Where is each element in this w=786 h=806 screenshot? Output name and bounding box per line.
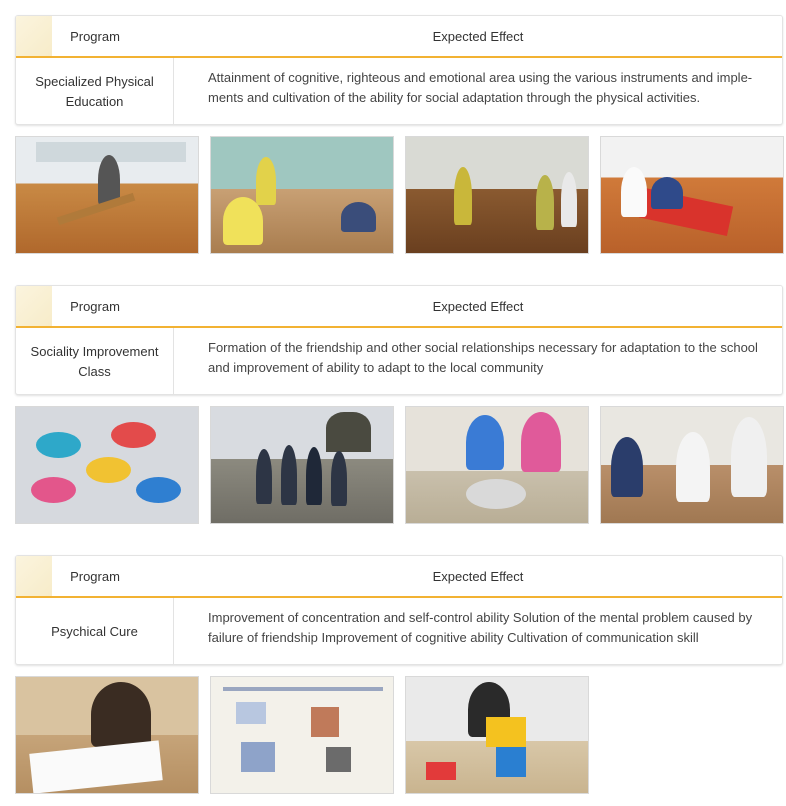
header-expected-effect: Expected Effect: [432, 298, 524, 314]
photo-gym-mats: [600, 136, 784, 254]
photo-gym-balls: [210, 136, 394, 254]
photo-baking-class: [405, 406, 589, 524]
program-name-line2: Class: [78, 364, 111, 379]
photo-row-sociality: [15, 406, 786, 524]
table-row: [16, 328, 782, 395]
header-expected-effect: Expected Effect: [432, 28, 524, 44]
photo-row-physical-education: [15, 136, 786, 254]
program-name: [16, 58, 174, 125]
table-header: [16, 556, 782, 598]
program-table-psychical-cure: [15, 555, 783, 665]
expected-effect-text: Formation of the friendship and other social relationships necessary for adaptation to the school and improvement of ability to adapt to the local community: [208, 340, 758, 375]
table-row: [16, 58, 782, 125]
expected-effect-text: Improvement of concentration and self-control ability Solution of the mental problem caused by failure of friendship Improvement of cognitive ability Cultivation of communication skill: [208, 610, 753, 645]
photo-drawing-sheet: [210, 676, 394, 794]
expected-effect-text: Attainment of cognitive, righteous and emotional area using the various instruments and imple-ments and cultivation of the ability for social adaptation through the physical activities.: [208, 70, 753, 105]
program-name-line1: Specialized Physical: [35, 74, 154, 89]
program-table-physical-education: [15, 15, 783, 125]
photo-cooking-aprons: [600, 406, 784, 524]
header-program: Program: [70, 298, 120, 314]
table-header: [16, 286, 782, 328]
program-name: [16, 598, 174, 665]
header-program: Program: [70, 28, 120, 44]
photo-lego-building: [405, 676, 589, 794]
program-name-line1: Sociality Improvement: [30, 344, 159, 359]
program-table-sociality: [15, 285, 783, 395]
program-name: [16, 328, 174, 395]
table-header: [16, 16, 782, 58]
photo-drawing-child: [15, 676, 199, 794]
program-name-line2: Education: [65, 94, 124, 109]
photo-gym-balance: [15, 136, 199, 254]
photo-gym-running: [405, 136, 589, 254]
photo-row-psychical-cure: [15, 676, 600, 794]
header-program: Program: [70, 568, 120, 584]
program-name-line1: Psychical Cure: [51, 624, 138, 639]
header-expected-effect: Expected Effect: [432, 568, 524, 584]
table-row: [16, 598, 782, 665]
photo-group-outing: [210, 406, 394, 524]
photo-craft-fish: [15, 406, 199, 524]
